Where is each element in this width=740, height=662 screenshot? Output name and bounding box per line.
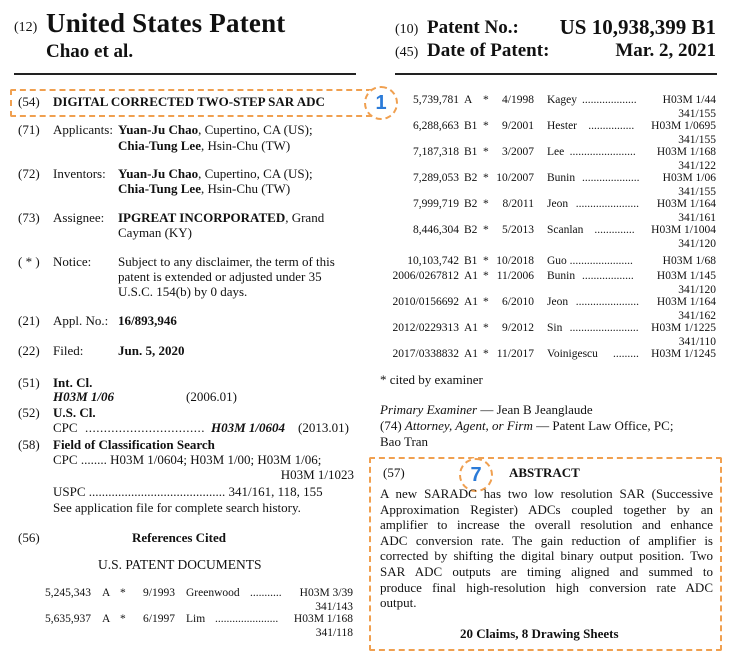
code-12: (12) [14,20,38,35]
filed-label: Filed: [53,343,84,358]
ref-date: 9/2012 [502,322,534,334]
ref-class: H03M 1/168 [293,613,353,625]
ref-number: 2006/0267812 [392,270,459,282]
ref-kind: B2 [464,172,478,184]
ref-kind: A1 [464,322,479,334]
ref-date: 4/1998 [502,94,534,106]
ref-star: * [483,120,489,132]
ref-kind: A [102,613,111,625]
code-74: (74) [380,418,402,433]
applicant-2-location: , Hsin-Chu (TW) [200,138,291,153]
ref-kind: B2 [464,198,478,210]
ref-class-2: 341/155 [678,108,716,120]
invention-title: DIGITAL CORRECTED TWO-STEP SAR ADC [53,94,325,109]
inventor-1-location: , Cupertino, CA (US); [198,166,313,181]
ref-name: Hester [547,120,578,132]
attorney-line [380,418,673,434]
code-51: (51) [18,375,40,390]
code-22: (22) [18,343,40,358]
ref-name: Kagey [547,94,578,106]
applicant-2-name: Chia-Tung Lee [118,138,201,153]
assignee-name: IPGREAT INCORPORATED [118,210,286,225]
applicant-1 [118,122,313,138]
header-rule-right [395,73,717,75]
annotation-marker-7: 7 [459,458,493,492]
ref-class: H03M 1/164 [656,296,716,308]
ref-name: Voinigescu [547,348,598,360]
filed-date: Jun. 5, 2020 [118,343,185,358]
assignee-label: Assignee: [53,210,105,225]
ref-kind: B1 [464,146,478,158]
ref-dots: .............. [594,224,635,236]
applicant-1-name: Yuan-Ju Chao [118,122,199,137]
ref-date: 3/2007 [502,146,534,158]
patent-number: US 10,938,399 B1 [559,15,716,39]
code-73: (73) [18,210,40,225]
ref-dots: ...................... [215,613,279,625]
ref-class: H03M 1/1225 [651,322,716,334]
ref-class: H03M 1/1004 [651,224,716,236]
ref-class-2: 341/120 [678,284,716,296]
ref-name: Bunin [547,172,576,184]
ref-dots: ...................... [569,255,633,267]
applicant-2 [118,138,290,154]
ref-class: H03M 1/168 [656,146,716,158]
attorney-name: — Patent Law Office, PC; [532,418,674,433]
abstract-line: output. [380,595,417,611]
ref-name: Lim [186,613,206,625]
applicants-label: Applicants: [53,122,113,137]
ref-name: Greenwood [186,587,240,599]
ref-date: 8/2011 [502,198,534,210]
ref-class: H03M 1/164 [656,198,716,210]
code-45: (45) [395,45,419,60]
ref-kind: A1 [464,348,479,360]
inventor-2 [118,181,290,197]
code-57: (57) [383,465,405,480]
us-cl-label: U.S. Cl. [53,405,96,420]
ref-kind: B1 [464,255,478,267]
code-52: (52) [18,405,40,420]
notice-label: Notice: [53,254,92,269]
ref-number: 2017/0338832 [392,348,459,360]
ref-dots: ........................ [569,322,639,334]
ref-star: * [483,172,489,184]
references-cited-label: References Cited [132,530,226,545]
ref-date: 11/2017 [496,348,534,360]
fcs-uspc: USPC .......................................... 341/161, 118, 155 [53,484,323,499]
date-label: Date of Patent: [427,40,550,61]
ref-name: Jeon [547,296,569,308]
abstract-line: SAR ADC outputs are timing aligned and summed to [380,564,713,579]
ref-class: H03M 3/39 [299,587,353,599]
ref-class: H03M 1/1245 [651,348,716,360]
ref-number: 6,288,663 [413,120,459,132]
code-notice: ( * ) [18,254,40,269]
ref-name: Jeon [547,198,569,210]
applicant-1-location: , Cupertino, CA (US); [198,122,313,137]
us-patent-docs-label: U.S. PATENT DOCUMENTS [98,557,262,572]
ref-date: 6/1997 [143,613,175,625]
code-71: (71) [18,122,40,137]
cpc-year: (2013.01) [298,420,349,435]
ref-star: * [483,255,489,267]
ref-dots: ......... [613,348,639,360]
ref-star: * [483,348,489,360]
inventor-2-name: Chia-Tung Lee [118,181,201,196]
inventors-short: Chao et al. [46,41,134,62]
ref-dots: .................... [582,172,640,184]
ref-number: 2012/0229313 [392,322,459,334]
cpc-label: CPC [53,420,78,435]
ref-date: 5/2013 [502,224,534,236]
cited-by-examiner: * cited by examiner [380,372,483,387]
primary-examiner-label: Primary Examiner [380,402,478,417]
int-cl-label: Int. Cl. [53,375,93,390]
notice-line-3: U.S.C. 154(b) by 0 days. [118,284,248,299]
ref-kind: B2 [464,224,478,236]
ref-class-2: 341/122 [678,160,716,172]
ref-class-2: 341/118 [315,627,353,639]
ref-class-2: 341/143 [315,601,353,613]
assignee [118,210,324,226]
patent-type-title: United States Patent [46,8,286,38]
int-cl-code: H03M 1/06 [53,389,115,404]
ref-kind: A [102,587,111,599]
inventor-1-name: Yuan-Ju Chao [118,166,199,181]
ref-star: * [120,587,126,599]
ref-star: * [483,322,489,334]
ref-class: H03M 1/44 [662,94,716,106]
ref-name: Bunin [547,270,576,282]
ref-class-2: 341/162 [678,310,716,322]
ref-number: 5,245,343 [45,587,91,599]
abstract-line: ADC conversion rate. The gain reduction of amplifier is [380,532,713,548]
patent-no-label: Patent No.: [427,17,519,38]
ref-date: 10/2018 [496,255,534,267]
ref-name: Sin [547,322,563,334]
ref-dots: ........... [250,587,282,599]
assignee-location-2: Cayman (KY) [118,225,193,240]
ref-star: * [483,198,489,210]
header-rule-left [14,73,356,75]
cpc-dots: ................................ [85,420,205,435]
ref-kind: A [464,94,473,106]
ref-dots: ...................... [575,198,640,210]
ref-star: * [483,224,489,236]
abstract-line: amplifier to increase the overall resolution and enhance [380,517,713,533]
ref-class: H03M 1/68 [662,255,716,267]
ref-class-2: 341/155 [678,134,716,146]
ref-dots: ................ [588,120,635,132]
inventor-2-location: , Hsin-Chu (TW) [200,181,291,196]
fcs-see-note: See application file for complete search history. [53,500,301,515]
ref-date: 10/2007 [496,172,534,184]
primary-examiner-name: — Jean B Jeanglaude [477,402,593,417]
ref-number: 7,187,318 [413,146,459,158]
abstract-line: A new SARADC has two low resolution SAR (Successive [380,486,713,501]
ref-class-2: 341/161 [678,212,716,224]
ref-kind: B1 [464,120,478,132]
code-58: (58) [18,437,40,452]
ref-class: H03M 1/06 [662,172,716,184]
abstract-heading: ABSTRACT [509,465,580,480]
ref-dots: ....................... [569,146,636,158]
ref-date: 6/2010 [502,296,534,308]
inventors-label: Inventors: [53,166,106,181]
ref-star: * [120,613,126,625]
ref-number: 8,446,304 [413,224,459,236]
abstract-line: Approximation Register) ADCs coupled together by an [380,501,713,517]
ref-dots: ................... [582,94,637,106]
ref-class: H03M 1/0695 [651,120,716,132]
attorney-label: Attorney, Agent, or Firm [404,418,533,433]
assignee-location: , Grand [285,210,325,225]
ref-date: 9/2001 [502,120,534,132]
patent-date: Mar. 2, 2021 [615,40,716,61]
abstract-line: produce final high-resolution high conversion rate ADC [380,579,713,595]
code-10: (10) [395,22,419,37]
ref-name: Scanlan [547,224,584,236]
attorney-line-2: Bao Tran [380,434,429,449]
ref-number: 10,103,742 [407,255,459,267]
ref-kind: A1 [464,296,479,308]
code-56: (56) [18,530,40,545]
ref-star: * [483,146,489,158]
ref-number: 5,635,937 [45,613,91,625]
primary-examiner [380,402,593,418]
code-72: (72) [18,166,40,181]
fcs-cpc-line-1: CPC ........ H03M 1/0604; H03M 1/00; H03M 1/06; [53,452,322,467]
code-54: (54) [18,94,40,109]
field-search-label: Field of Classification Search [53,437,215,452]
ref-star: * [483,270,489,282]
fcs-cpc-line-2: H03M 1/1023 [280,467,354,482]
ref-number: 2010/0156692 [392,296,459,308]
notice-line-1: Subject to any disclaimer, the term of this [118,254,335,269]
ref-dots: ...................... [575,296,640,308]
ref-number: 7,999,719 [413,198,459,210]
appl-no: 16/893,946 [118,313,177,328]
ref-class-2: 341/155 [678,186,716,198]
ref-name: Guo [547,255,567,267]
int-cl-year: (2006.01) [186,389,237,404]
appl-no-label: Appl. No.: [53,313,109,328]
ref-date: 11/2006 [496,270,534,282]
inventor-1 [118,166,313,182]
ref-kind: A1 [464,270,479,282]
code-21: (21) [18,313,40,328]
ref-number: 7,289,053 [413,172,459,184]
ref-class-2: 341/120 [678,238,716,250]
ref-class-2: 341/110 [678,336,716,348]
ref-dots: .................. [582,270,634,282]
abstract-line: corrected by shifting the digital binary output position. Two [380,548,713,564]
annotation-marker-1: 1 [364,86,398,120]
notice-line-2: patent is extended or adjusted under 35 [118,269,322,284]
cpc-code: H03M 1/0604 [211,420,286,435]
ref-name: Lee [547,146,565,158]
ref-class: H03M 1/145 [656,270,716,282]
ref-star: * [483,94,489,106]
ref-date: 9/1993 [143,587,175,599]
claims-summary: 20 Claims, 8 Drawing Sheets [460,626,619,641]
ref-star: * [483,296,489,308]
ref-number: 5,739,781 [413,94,459,106]
